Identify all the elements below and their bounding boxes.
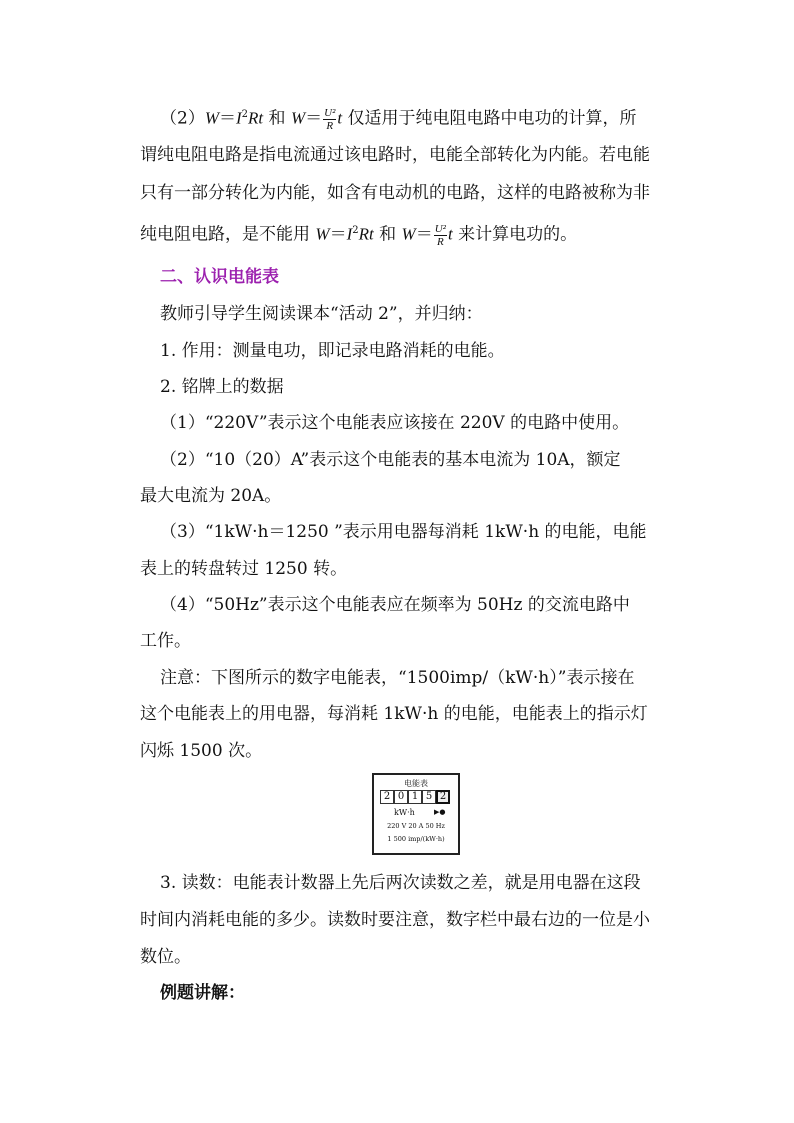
sub-item: （4）“50Hz”表示这个电能表应在频率为 50Hz 的交流电路中 bbox=[160, 595, 630, 615]
list-item-continued: 数位。 bbox=[140, 947, 191, 967]
item-number: （2） bbox=[160, 108, 205, 129]
sub-item-continued: 表上的转盘转过 1250 转。 bbox=[140, 559, 348, 579]
formula-line bbox=[140, 218, 680, 248]
body-line: 只有一部分转化为内能，如含有电动机的电路，这样的电路被称为非 bbox=[140, 183, 650, 203]
list-item: 1. 作用：测量电功，即记录电路消耗的电能。 bbox=[160, 341, 505, 361]
formula-exponent: 2 bbox=[241, 109, 249, 120]
body-line: 谓纯电阻电路是指电流通过该电路时，电能全部转化为内能。若电能 bbox=[140, 145, 650, 165]
fraction-denominator: R bbox=[436, 235, 444, 248]
sub-item-continued: 最大电流为 20A。 bbox=[140, 486, 282, 506]
sub-item: （1）“220V”表示这个电能表应该接在 220V 的电路中使用。 bbox=[160, 413, 630, 433]
meter-unit: kW·h bbox=[394, 808, 415, 817]
formula-symbol: W bbox=[290, 108, 306, 128]
note-text: 这个电能表上的用电器，每消耗 1kW·h 的电能，电能表上的指示灯 bbox=[140, 704, 648, 724]
note-text: 注意：下图所示的数字电能表，“1500imp/（kW·h）”表示接在 bbox=[160, 668, 635, 688]
list-item: 3. 读数：电能表计数器上先后两次读数之差，就是用电器在这段 bbox=[160, 873, 641, 893]
meter-digit: 1 bbox=[408, 790, 422, 804]
electric-meter-figure bbox=[372, 773, 460, 855]
meter-digit: 2 bbox=[380, 790, 394, 804]
meter-digit: 0 bbox=[394, 790, 408, 804]
formula-symbol: t bbox=[447, 224, 453, 244]
formula-symbol: W bbox=[204, 108, 219, 128]
formula-symbol: ＝ bbox=[415, 224, 433, 245]
meter-spec: 220 V 20 A 50 Hz bbox=[387, 822, 445, 830]
formula-symbol: ＝ bbox=[329, 224, 347, 245]
body-text: 纯电阻电路，是不能用 bbox=[140, 224, 316, 245]
sub-item-continued: 工作。 bbox=[140, 631, 191, 651]
sub-item: （2）“10（20）A”表示这个电能表的基本电流为 10A，额定 bbox=[160, 450, 621, 470]
formula-symbol: W bbox=[315, 224, 330, 244]
formula-symbol: t bbox=[337, 108, 343, 128]
intro-text: 教师引导学生阅读课本“活动 2”，并归纳： bbox=[160, 304, 483, 324]
fraction-numerator: U² bbox=[434, 222, 446, 235]
list-item-continued: 时间内消耗电能的多少。读数时要注意，数字栏中最右边的一位是小 bbox=[140, 910, 650, 930]
connector-text: 和 bbox=[263, 108, 291, 129]
formula-symbol: Rt bbox=[358, 224, 374, 244]
sub-item: （3）“1kW·h＝1250 ”表示用电器每消耗 1kW·h 的电能，电能 bbox=[160, 522, 647, 542]
fraction bbox=[323, 107, 336, 132]
meter-impulse-rate: 1 500 imp/(kW·h) bbox=[387, 835, 445, 843]
formula-symbol: ＝ bbox=[219, 108, 236, 129]
body-text: 来计算电功的。 bbox=[452, 224, 578, 245]
fraction bbox=[434, 223, 447, 248]
note-text: 闪烁 1500 次。 bbox=[140, 741, 263, 761]
formula-symbol: Rt bbox=[248, 108, 264, 128]
meter-title: 电能表 bbox=[404, 779, 428, 788]
formula-line bbox=[160, 102, 700, 132]
body-text: 仅适用于纯电阻电路中电功的计算，所 bbox=[342, 108, 637, 129]
fraction-denominator: R bbox=[326, 119, 334, 132]
section-heading: 二、认识电能表 bbox=[160, 267, 279, 287]
meter-digit: 5 bbox=[422, 790, 436, 804]
formula-symbol: W bbox=[401, 224, 416, 244]
meter-decimal-digit: 2 bbox=[436, 790, 450, 804]
list-item: 2. 铭牌上的数据 bbox=[160, 377, 284, 397]
fraction-numerator: U² bbox=[324, 106, 336, 119]
formula-symbol: I bbox=[236, 108, 242, 128]
formula-symbol: ＝ bbox=[305, 108, 323, 129]
formula-symbol: I bbox=[346, 224, 353, 244]
example-heading: 例题讲解： bbox=[160, 983, 245, 1003]
connector-text: 和 bbox=[373, 224, 402, 245]
indicator-light-icon: ▶● bbox=[434, 808, 446, 816]
meter-counter bbox=[380, 790, 450, 804]
formula-exponent: 2 bbox=[352, 225, 359, 236]
